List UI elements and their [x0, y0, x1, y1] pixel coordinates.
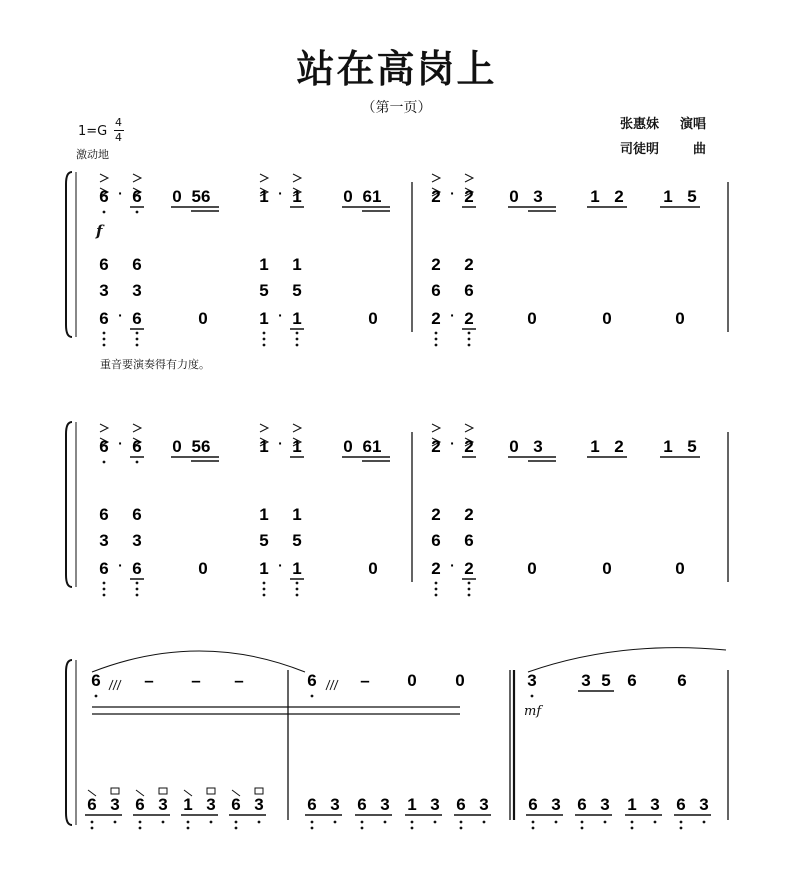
melody-note: 1 [663, 187, 673, 206]
chord-note-upper: 1 [259, 255, 269, 274]
melody-note: 6 [307, 671, 317, 690]
bass-note: 6 [456, 795, 466, 814]
melody-note: 3 [581, 671, 591, 690]
dot-duration: · [118, 307, 123, 323]
octave-dot [384, 821, 387, 824]
tempo-marking: 激动地 [76, 148, 109, 161]
rest-note: 0 [509, 187, 519, 206]
melody-note: 2 [431, 187, 441, 206]
melody-note: 1 [663, 437, 673, 456]
chord-note-upper: 2 [464, 505, 474, 524]
bass-note: 6 [528, 795, 538, 814]
octave-dot [263, 332, 266, 335]
page-subtitle: （第一页） [361, 100, 432, 116]
octave-dot [103, 211, 106, 214]
octave-dot [136, 338, 139, 341]
melody-note: 1 [292, 437, 302, 456]
octave-dot [263, 594, 266, 597]
chord-note-middle: 5 [292, 281, 302, 300]
bass-note: 3 [330, 795, 340, 814]
octave-dot [311, 695, 314, 698]
tremolo-mark [113, 680, 117, 690]
octave-dot [435, 588, 438, 591]
octave-dot [411, 821, 414, 824]
composer-role: 曲 [693, 142, 707, 157]
octave-dot [263, 338, 266, 341]
octave-dot [654, 821, 657, 824]
rest-note: 0 [368, 559, 378, 578]
rest-note: 0 [602, 309, 612, 328]
chord-note-upper: 2 [431, 255, 441, 274]
octave-dot [334, 821, 337, 824]
rest-note: 0 [455, 671, 465, 690]
chord-note-upper: 2 [464, 255, 474, 274]
bass-note: 1 [259, 309, 269, 328]
melody-note: 1 [590, 437, 600, 456]
performer-name: 张惠妹 [620, 117, 660, 132]
rest-note: 0 [172, 187, 182, 206]
octave-dot [532, 827, 535, 830]
octave-dot [263, 588, 266, 591]
octave-dot [468, 582, 471, 585]
rest-note: 0 [675, 309, 685, 328]
bass-note: 2 [464, 559, 474, 578]
song-title: 站在高岗上 [296, 47, 497, 91]
articulation-mark [255, 788, 263, 794]
chord-note-middle: 6 [464, 531, 474, 550]
octave-dot [263, 582, 266, 585]
rest-note: 0 [368, 309, 378, 328]
melody-note: 1 [292, 187, 302, 206]
rest-note: 0 [198, 559, 208, 578]
chord-note-middle: 3 [132, 531, 142, 550]
octave-dot [555, 821, 558, 824]
melody-note: 6 [99, 187, 109, 206]
octave-dot [95, 695, 98, 698]
dot-duration: · [450, 435, 455, 451]
articulation-mark [207, 788, 215, 794]
bass-note: 2 [431, 309, 441, 328]
melody-note: 56 [191, 437, 211, 456]
bass-note: 1 [259, 559, 269, 578]
octave-dot [136, 211, 139, 214]
accent-mark [465, 424, 473, 432]
melody-note: 1 [259, 187, 269, 206]
octave-dot [296, 588, 299, 591]
bass-note: 3 [380, 795, 390, 814]
performance-remark: 重音要演奏得有力度。 [100, 358, 210, 371]
dash-sustain: – [360, 671, 370, 690]
chord-note-upper: 1 [292, 505, 302, 524]
chord-note-middle: 6 [431, 531, 441, 550]
bass-note: 2 [431, 559, 441, 578]
chord-note-middle: 6 [464, 281, 474, 300]
octave-dot [361, 821, 364, 824]
chord-note-upper: 6 [99, 255, 109, 274]
octave-dot [136, 344, 139, 347]
melody-note: 2 [464, 437, 474, 456]
slur-tie [92, 651, 305, 672]
rest-note: 0 [527, 559, 537, 578]
tremolo-mark [117, 680, 121, 690]
accent-mark [100, 174, 108, 182]
octave-dot [139, 827, 142, 830]
rest-note: 0 [407, 671, 417, 690]
octave-dot [468, 338, 471, 341]
bass-note: 1 [407, 795, 417, 814]
octave-dot [468, 332, 471, 335]
chord-note-upper: 1 [292, 255, 302, 274]
octave-dot [296, 338, 299, 341]
dot-duration: · [118, 557, 123, 573]
articulation-mark [159, 788, 167, 794]
bass-note: 3 [110, 795, 120, 814]
accent-mark [465, 174, 473, 182]
bass-note: 2 [464, 309, 474, 328]
octave-dot [136, 461, 139, 464]
tremolo-mark [109, 680, 113, 690]
accent-mark [432, 424, 440, 432]
bass-note: 6 [132, 309, 142, 328]
performer-role: 演唱 [680, 117, 707, 132]
melody-note: 1 [590, 187, 600, 206]
octave-dot [136, 582, 139, 585]
octave-dot [296, 332, 299, 335]
octave-dot [91, 821, 94, 824]
dot-duration: · [450, 557, 455, 573]
octave-dot [103, 594, 106, 597]
bass-note: 6 [132, 559, 142, 578]
chord-note-upper: 1 [259, 505, 269, 524]
bass-note: 3 [158, 795, 168, 814]
octave-dot [235, 821, 238, 824]
octave-dot [680, 827, 683, 830]
octave-dot [361, 827, 364, 830]
octave-dot [187, 821, 190, 824]
dash-sustain: – [234, 671, 244, 690]
octave-dot [103, 588, 106, 591]
bass-note: 6 [231, 795, 241, 814]
melody-note: 6 [627, 671, 637, 690]
melody-note: 3 [533, 187, 543, 206]
melody-note: 6 [91, 671, 101, 690]
chord-note-upper: 6 [132, 505, 142, 524]
octave-dot [114, 821, 117, 824]
melody-note: 3 [527, 671, 537, 690]
octave-dot [703, 821, 706, 824]
dash-sustain: – [144, 671, 154, 690]
octave-dot [435, 332, 438, 335]
chord-note-middle: 6 [431, 281, 441, 300]
octave-dot [468, 588, 471, 591]
bass-note: 3 [430, 795, 440, 814]
bass-note: 6 [357, 795, 367, 814]
bass-note: 6 [577, 795, 587, 814]
accent-mark [100, 424, 108, 432]
octave-dot [604, 821, 607, 824]
dot-duration: · [278, 185, 283, 201]
rest-note: 0 [527, 309, 537, 328]
melody-note: 2 [614, 187, 624, 206]
melody-note: 3 [533, 437, 543, 456]
chord-note-upper: 6 [99, 505, 109, 524]
octave-dot [103, 344, 106, 347]
bass-note: 3 [600, 795, 610, 814]
tremolo-mark [334, 680, 338, 690]
octave-dot [103, 338, 106, 341]
octave-dot [296, 344, 299, 347]
melody-note: 1 [259, 437, 269, 456]
octave-dot [435, 582, 438, 585]
dot-duration: · [278, 557, 283, 573]
dynamic-forte: f [96, 222, 103, 240]
composer-name: 司徒明 [620, 142, 660, 157]
bass-note: 6 [135, 795, 145, 814]
system-brace [66, 172, 72, 337]
octave-dot [483, 821, 486, 824]
bass-note: 1 [292, 309, 302, 328]
chord-note-upper: 6 [132, 255, 142, 274]
octave-dot [631, 821, 634, 824]
dot-duration: · [118, 435, 123, 451]
octave-dot [103, 582, 106, 585]
accent-mark [260, 424, 268, 432]
bass-note: 6 [307, 795, 317, 814]
melody-note: 6 [99, 437, 109, 456]
melody-note: 61 [362, 187, 382, 206]
octave-dot [460, 827, 463, 830]
octave-dot [411, 827, 414, 830]
octave-dot [680, 821, 683, 824]
time-signature-bottom: 4 [115, 131, 122, 144]
octave-dot [468, 594, 471, 597]
chord-note-middle: 3 [132, 281, 142, 300]
bass-note: 1 [292, 559, 302, 578]
octave-dot [581, 821, 584, 824]
accent-mark [293, 424, 301, 432]
octave-dot [631, 827, 634, 830]
octave-dot [162, 821, 165, 824]
octave-dot [258, 821, 261, 824]
rest-note: 0 [602, 559, 612, 578]
octave-dot [136, 594, 139, 597]
key-signature: 1=G [78, 124, 108, 139]
bass-note: 3 [479, 795, 489, 814]
octave-dot [263, 344, 266, 347]
octave-dot [311, 827, 314, 830]
chord-note-middle: 3 [99, 281, 109, 300]
melody-note: 5 [601, 671, 611, 690]
rest-note: 0 [172, 437, 182, 456]
bass-note: 6 [87, 795, 97, 814]
accent-mark [432, 174, 440, 182]
slur-phrase [528, 648, 726, 672]
bass-note: 1 [627, 795, 637, 814]
octave-dot [103, 332, 106, 335]
bass-note: 3 [650, 795, 660, 814]
octave-dot [139, 821, 142, 824]
melody-note: 56 [191, 187, 211, 206]
octave-dot [435, 344, 438, 347]
chord-note-middle: 5 [259, 281, 269, 300]
octave-dot [296, 594, 299, 597]
rest-note: 0 [343, 437, 353, 456]
bass-note: 3 [551, 795, 561, 814]
rest-note: 0 [198, 309, 208, 328]
melody-note: 5 [687, 437, 697, 456]
octave-dot [531, 695, 534, 698]
octave-dot [210, 821, 213, 824]
dynamic-mezzo-forte: mf [524, 704, 542, 719]
bass-note: 3 [699, 795, 709, 814]
octave-dot [581, 827, 584, 830]
rest-note: 0 [675, 559, 685, 578]
melody-note: 2 [464, 187, 474, 206]
system-brace [66, 422, 72, 587]
octave-dot [296, 582, 299, 585]
articulation-mark [111, 788, 119, 794]
accent-mark [293, 174, 301, 182]
rest-note: 0 [343, 187, 353, 206]
octave-dot [91, 827, 94, 830]
melody-note: 6 [132, 437, 142, 456]
octave-dot [136, 588, 139, 591]
accent-mark [133, 424, 141, 432]
octave-dot [460, 821, 463, 824]
melody-note: 6 [132, 187, 142, 206]
octave-dot [311, 821, 314, 824]
dot-duration: · [278, 435, 283, 451]
octave-dot [435, 338, 438, 341]
dot-duration: · [450, 185, 455, 201]
time-signature-top: 4 [115, 116, 122, 129]
melody-note: 6 [677, 671, 687, 690]
accent-mark [133, 174, 141, 182]
rest-note: 0 [509, 437, 519, 456]
system-brace [66, 660, 72, 825]
tremolo-mark [326, 680, 330, 690]
bass-note: 6 [99, 309, 109, 328]
octave-dot [532, 821, 535, 824]
chord-note-middle: 5 [259, 531, 269, 550]
bass-note: 3 [206, 795, 216, 814]
octave-dot [187, 827, 190, 830]
octave-dot [136, 332, 139, 335]
chord-note-upper: 2 [431, 505, 441, 524]
melody-note: 2 [614, 437, 624, 456]
octave-dot [434, 821, 437, 824]
melody-note: 2 [431, 437, 441, 456]
bass-note: 6 [99, 559, 109, 578]
dash-sustain: – [191, 671, 201, 690]
bass-note: 1 [183, 795, 193, 814]
octave-dot [103, 461, 106, 464]
dot-duration: · [278, 307, 283, 323]
chord-note-middle: 5 [292, 531, 302, 550]
octave-dot [235, 827, 238, 830]
melody-note: 61 [362, 437, 382, 456]
accent-mark [260, 174, 268, 182]
tremolo-mark [330, 680, 334, 690]
bass-note: 3 [254, 795, 264, 814]
octave-dot [435, 594, 438, 597]
dot-duration: · [118, 185, 123, 201]
octave-dot [468, 344, 471, 347]
dot-duration: · [450, 307, 455, 323]
chord-note-middle: 3 [99, 531, 109, 550]
melody-note: 5 [687, 187, 697, 206]
bass-note: 6 [676, 795, 686, 814]
